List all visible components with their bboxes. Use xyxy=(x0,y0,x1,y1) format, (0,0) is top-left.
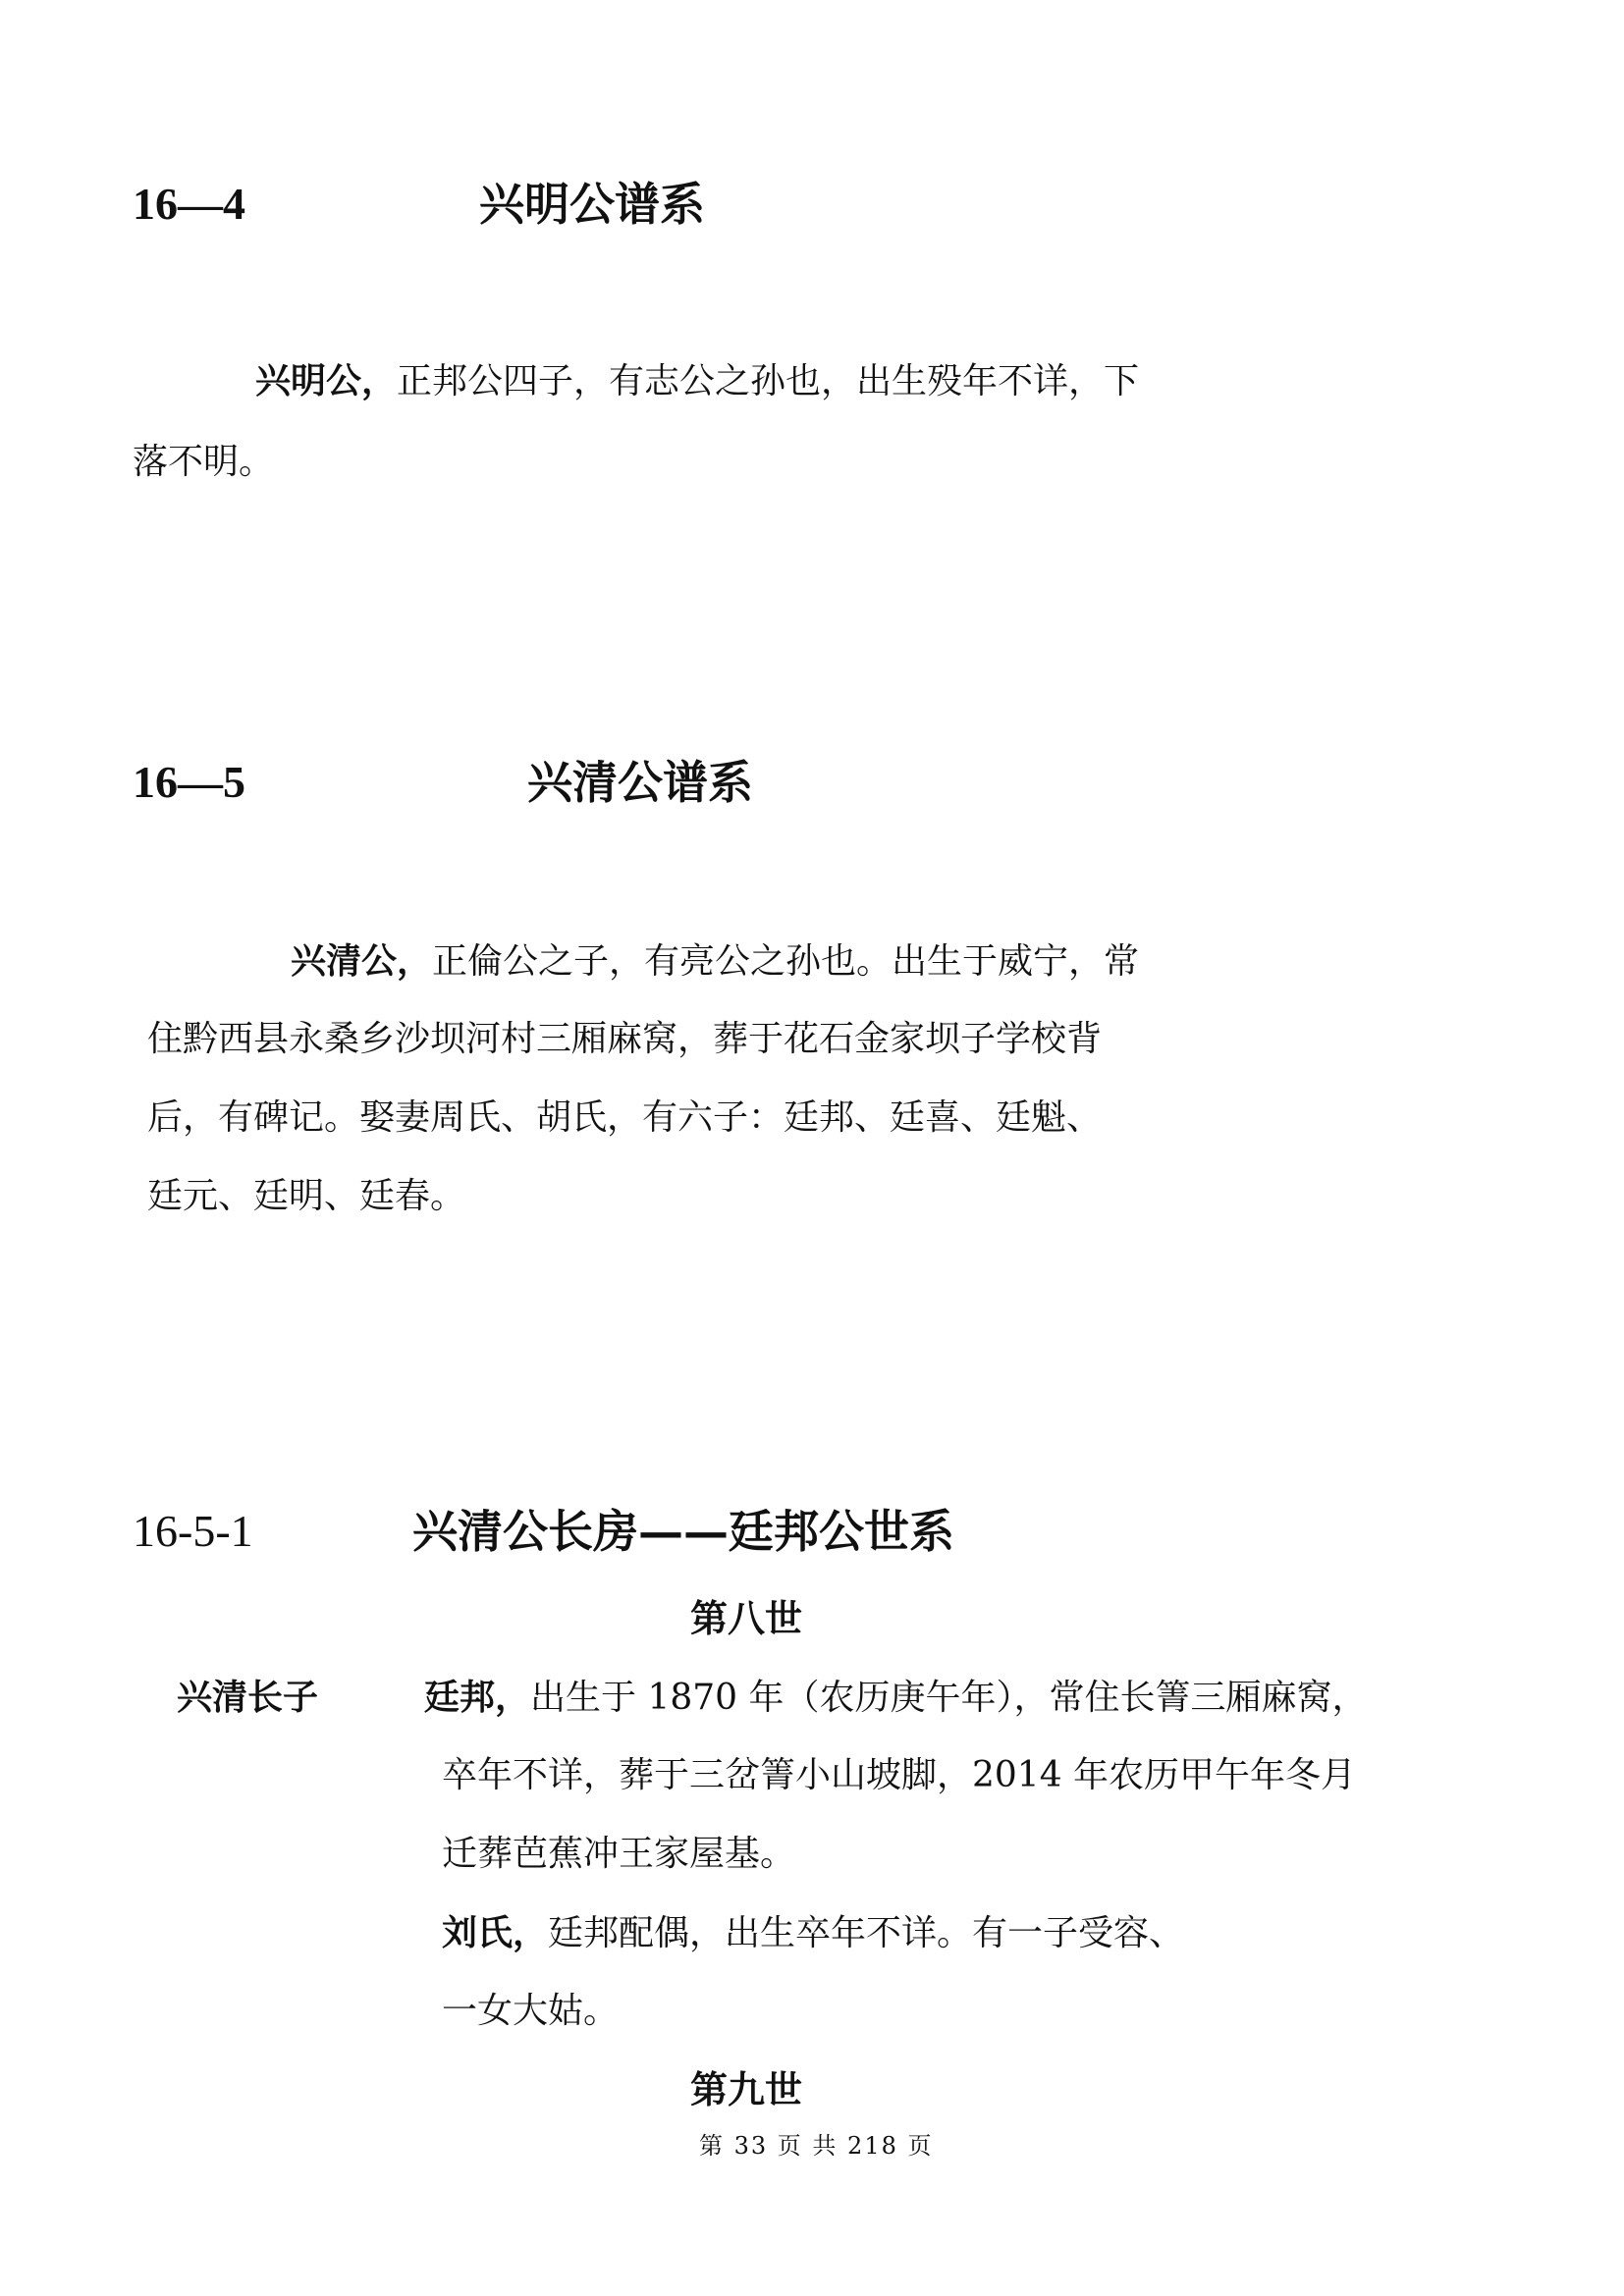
paragraph-line: 落不明。 xyxy=(133,442,275,482)
entry-line: 卒年不详，葬于三岔箐小山坡脚，2014 年农历甲午年冬月 xyxy=(442,1755,1357,1795)
section-number-16-5-1: 16-5-1 xyxy=(133,1506,253,1556)
section-title-16-4: 兴明公谱系 xyxy=(479,178,705,231)
person-name: 兴明公， xyxy=(255,360,398,401)
paragraph-line: 后，有碑记。娶妻周氏、胡氏，有六子：廷邦、廷喜、廷魁、 xyxy=(147,1097,1103,1138)
person-name: 兴清公， xyxy=(291,940,433,982)
section-title-16-5-1: 兴清公长房——廷邦公世系 xyxy=(412,1505,954,1558)
spouse-line: 刘氏，廷邦配偶，出生卒年不详。有一子受容、 xyxy=(442,1912,1185,1953)
relation-label: 兴清长子 xyxy=(177,1677,319,1718)
generation-heading: 第八世 xyxy=(690,1596,803,1640)
page-footer: 第 33 页 共 218 页 xyxy=(699,2132,934,2160)
paragraph-line: 兴清公，正倫公之子，有亮公之孙也。出生于威宁，常 xyxy=(291,940,1140,982)
paragraph-line: 兴明公，正邦公四子，有志公之孙也，出生殁年不详，下 xyxy=(255,360,1140,401)
entry-line: 廷邦，出生于 1870 年（农历庚午年），常住长箐三厢麻窝， xyxy=(424,1677,1368,1718)
entry-line: 迁葬芭蕉冲王家屋基。 xyxy=(442,1834,796,1874)
section-number-16-5: 16—5 xyxy=(133,757,245,807)
section-number-16-4: 16—4 xyxy=(133,179,245,229)
paragraph-line: 廷元、廷明、廷春。 xyxy=(147,1176,466,1216)
paragraph-line: 住黔西县永桑乡沙坝河村三厢麻窝，葬于花石金家坝子学校背 xyxy=(147,1019,1103,1059)
section-title-16-5: 兴清公谱系 xyxy=(527,756,753,809)
spouse-name: 刘氏， xyxy=(442,1912,549,1953)
spouse-line: 一女大姑。 xyxy=(442,1991,620,2031)
person-name: 廷邦， xyxy=(424,1677,531,1718)
generation-heading: 第九世 xyxy=(690,2067,803,2111)
